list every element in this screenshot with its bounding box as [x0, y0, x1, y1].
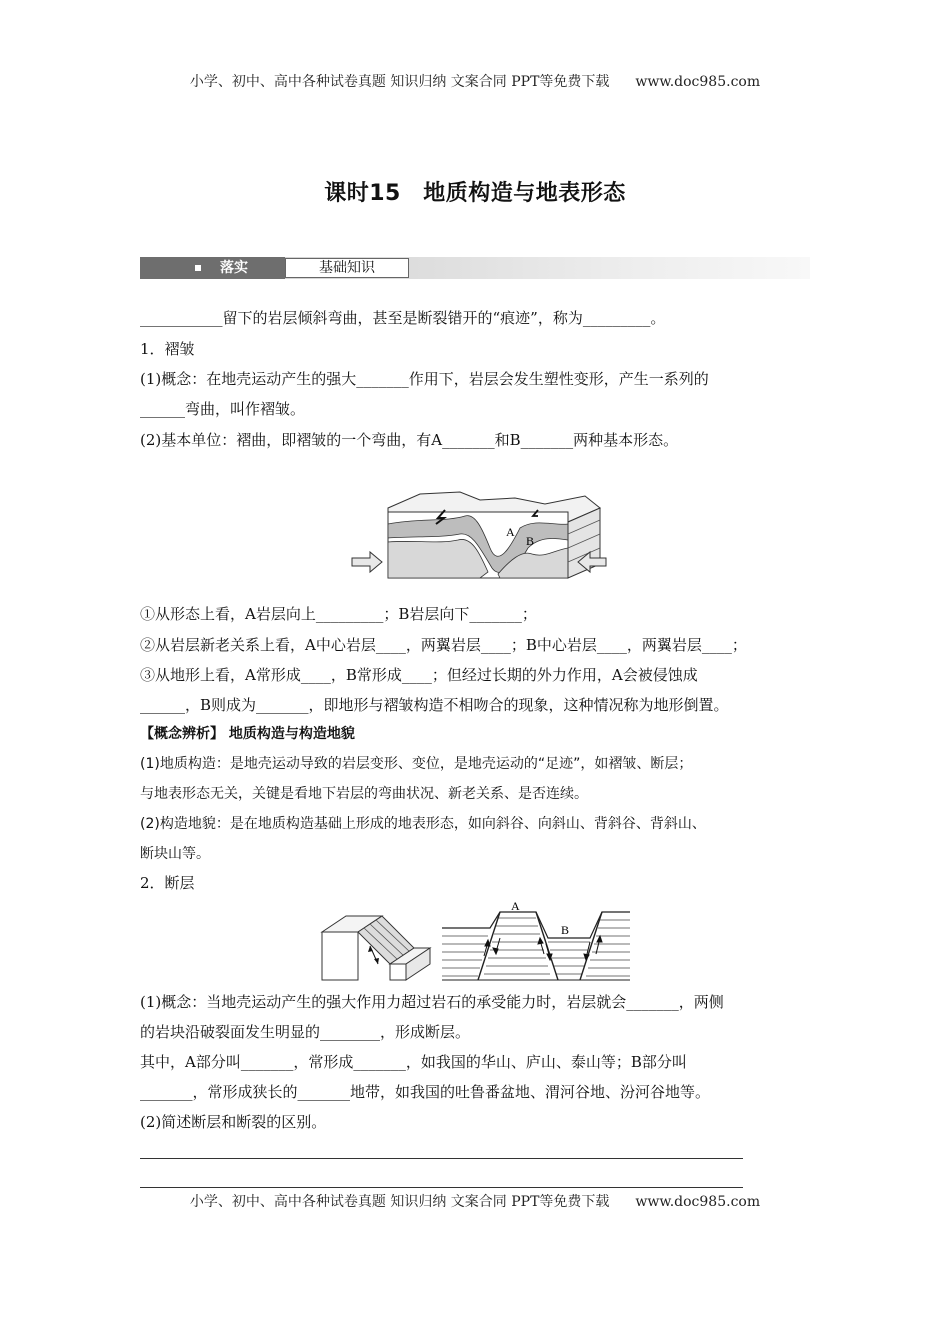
fault-horst-graben-diagram [440, 898, 632, 982]
concept-heading: 【概念辨析】 地质构造与构造地貌 [140, 726, 355, 742]
fold-concept-line1: (1)概念：在地壳运动产生的强大_______作用下，岩层会发生塑性变形，产生一系列的 [140, 370, 709, 388]
fault-block-diagram [318, 912, 434, 984]
header-url[interactable]: www.doc985.com [635, 74, 761, 90]
section-tag-label: 落实 [220, 260, 248, 276]
concept-1-line1: (1)地质构造：是地壳运动导致的岩层变形、变位，是地壳运动的“足迹”，如褶皱、断层； [140, 756, 693, 772]
fault-parts-line2: _______，常形成狭长的_______地带，如我国的吐鲁番盆地、渭河谷地、汾河谷地等。 [140, 1083, 711, 1101]
fault-label-a: A [511, 899, 520, 913]
square-bullet-icon [195, 265, 201, 271]
concept-1-line2: 与地表形态无关，关键是看地下岩层的弯曲状况、新老关系、是否连续。 [140, 786, 588, 802]
fault-heading: 2．断层 [140, 874, 195, 892]
fault-concept-line1: (1)概念：当地壳运动产生的强大作用力超过岩石的承受能力时，岩层就会_______，两侧 [140, 993, 724, 1011]
fold-unit-line: (2)基本单位：褶曲，即褶皱的一个弯曲，有A_______和B_______两种基本形态。 [140, 431, 679, 449]
intro-line: ___________留下的岩层倾斜弯曲，甚至是断裂错开的“痕迹”，称为_________。 [140, 309, 666, 327]
fold-concept-line2: ______弯曲，叫作褶皱。 [140, 400, 306, 418]
section-name: 基础知识 [285, 258, 409, 278]
fold-diagram [350, 488, 610, 584]
fault-concept-line2: 的岩块沿破裂面发生明显的________，形成断层。 [140, 1023, 471, 1041]
answer-line-2 [140, 1187, 743, 1188]
fold-heading: 1．褶皱 [140, 340, 195, 358]
question-1: ①从形态上看，A岩层向上_________；B岩层向下_______； [140, 605, 537, 623]
question-3-line2: ______，B则成为_______，即地形与褶皱构造不相吻合的现象，这种情况称为地形倒置。 [140, 696, 729, 714]
concept-2-line2: 断块山等。 [140, 846, 210, 862]
fold-label-a: A [506, 525, 515, 539]
fault-label-b: B [561, 923, 570, 937]
concept-2-line1: (2)构造地貌：是在地质构造基础上形成的地表形态，如向斜谷、向斜山、背斜谷、背斜山、 [140, 816, 706, 832]
fold-label-b: B [526, 534, 535, 548]
page-title: 课时15 地质构造与地表形态 [324, 181, 626, 206]
page-header [0, 71, 950, 91]
header-text: 小学、初中、高中各种试卷真题 知识归纳 文案合同 PPT等免费下载 [189, 74, 610, 90]
page-footer [0, 1191, 950, 1211]
question-3-line1: ③从地形上看，A常形成____，B常形成____；但经过长期的外力作用，A会被侵蚀成 [140, 666, 698, 684]
footer-url[interactable]: www.doc985.com [635, 1194, 761, 1210]
answer-line-1 [140, 1158, 743, 1159]
footer-text: 小学、初中、高中各种试卷真题 知识归纳 文案合同 PPT等免费下载 [189, 1194, 610, 1210]
fault-question: (2)简述断层和断裂的区别。 [140, 1113, 327, 1131]
fault-parts-line1: 其中，A部分叫_______，常形成_______，如我国的华山、庐山、泰山等；B部分叫 [140, 1053, 687, 1071]
section-banner [140, 257, 810, 279]
section-tag [140, 257, 285, 279]
question-2: ②从岩层新老关系上看，A中心岩层____，两翼岩层____；B中心岩层____，两翼岩层____； [140, 636, 747, 654]
